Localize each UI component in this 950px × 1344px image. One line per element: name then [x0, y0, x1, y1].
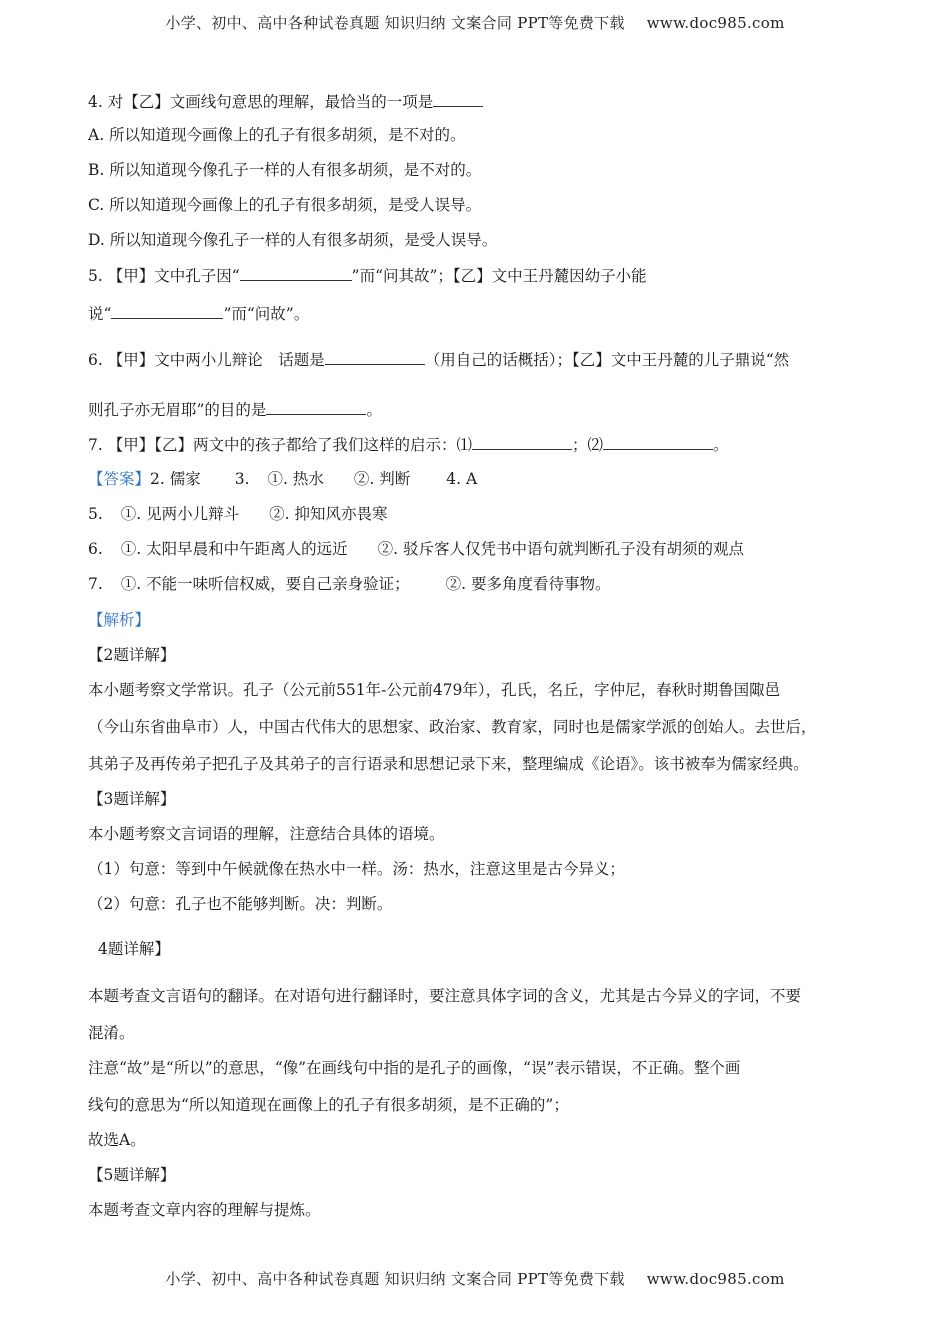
analysis-4-line1: 本题考查文言语句的翻译。在对语句进行翻译时，要注意具体字词的含义，尤其是古今异义的字词，不要 [88, 987, 802, 1005]
answer-5-number: 5. [88, 505, 103, 523]
analysis-3-line2: （1）句意：等到中午候就像在热水中一样。汤：热水，注意这里是古今异义； [88, 860, 625, 878]
answer-line-7 [88, 573, 611, 595]
analysis-3-line1: 本小题考察文言词语的理解，注意结合具体的语境。 [88, 825, 445, 843]
footer-site-link[interactable]: www.doc985.com [646, 1270, 785, 1288]
q7-blank-1 [472, 433, 572, 450]
analysis-2-line3: 其弟子及再传弟子把孔子及其弟子的言行语录和思想记录下来，整理编成《论语》。该书被奉为儒家经典。 [88, 755, 809, 773]
q4-option-c: C. 所以知道现今画像上的孔子有很多胡须，是受人误导。 [88, 196, 482, 214]
analysis-2-line2: （今山东省曲阜市）人，中国古代伟大的思想家、政治家、教育家，同时也是儒家学派的创始人。去世后， [88, 718, 817, 736]
analysis-4-line2: 混淆。 [88, 1024, 135, 1042]
answer-5-part2: ②. 抑知风亦畏寒 [269, 505, 388, 523]
analysis-4-line5: 故选A。 [88, 1131, 146, 1149]
page-header [0, 12, 950, 33]
analysis-heading-4: 4题详解】 [98, 940, 170, 958]
q7-text-1: 7. 【甲】【乙】两文中的孩子都给了我们这样的启示：⑴ [88, 436, 472, 454]
q6-text-4: 。 [366, 401, 382, 419]
footer-text: 小学、初中、高中各种试卷真题 知识归纳 文案合同 PPT等免费下载 [165, 1270, 625, 1288]
q6-text-2: （用自己的话概括）；【乙】文中王丹麓的儿子鼎说“然 [424, 351, 790, 369]
q4-answer-blank [433, 90, 483, 107]
q5-blank-1 [240, 264, 352, 281]
analysis-heading-2: 【2题详解】 [88, 646, 176, 664]
question-7 [88, 433, 729, 456]
answer-6-number: 6. [88, 540, 103, 558]
analysis-2-line1: 本小题考察文学常识。孔子（公元前551年-公元前479年），孔氏，名丘，字仲尼，春秋时期鲁国陬邑 [88, 681, 781, 699]
q4-option-d: D. 所以知道现今像孔子一样的人有很多胡须，是受人误导。 [88, 231, 498, 249]
answer-7-part2: ②. 要多角度看待事物。 [445, 575, 611, 593]
q7-text-2: ；⑵ [571, 436, 603, 454]
question-5-line2 [88, 302, 309, 325]
answer-line-1 [88, 468, 477, 490]
answer-6-part1: ①. 太阳早晨和中午距离人的远近 [120, 540, 348, 558]
analysis-heading-3: 【3题详解】 [88, 790, 176, 808]
analysis-4-line4: 线句的意思为“所以知道现在画像上的孔子有很多胡须，是不正确的”； [88, 1096, 569, 1114]
answer-3-number: 3. [234, 470, 250, 488]
q4-option-a: A. 所以知道现今画像上的孔子有很多胡须，是不对的。 [88, 126, 466, 144]
analysis-5-line1: 本题考查文章内容的理解与提炼。 [88, 1201, 321, 1219]
analysis-4-line3: 注意“故”是“所以”的意思，“像”在画线句中指的是孔子的画像，“误”表示错误，不正确。整个画 [88, 1059, 741, 1077]
question-4 [88, 90, 483, 113]
q5-text-1: 5. 【甲】文中孔子因“ [88, 267, 240, 285]
q6-blank-2 [266, 398, 366, 415]
answer-4: 4. A [446, 470, 478, 488]
analysis-label: 【解析】 [88, 611, 151, 629]
header-site-link[interactable]: www.doc985.com [646, 14, 785, 32]
q7-text-3: 。 [712, 436, 729, 454]
q6-text-1: 6. 【甲】文中两小儿辩论 话题是 [88, 351, 325, 369]
q5-text-2: ”而“问其故”；【乙】文中王丹麓因幼子小能 [351, 267, 647, 285]
q5-blank-2 [111, 302, 223, 319]
analysis-3-line3: （2）句意：孔子也不能够判断。决：判断。 [88, 895, 393, 913]
answer-7-number: 7. [88, 575, 103, 593]
question-6-line1 [88, 348, 789, 371]
answer-7-part1: ①. 不能一味听信权威，要自己亲身验证； [120, 575, 410, 593]
answer-line-5 [88, 503, 388, 525]
answer-3-part1: ①. 热水 [267, 470, 324, 488]
q7-blank-2 [603, 433, 713, 450]
answer-6-part2: ②. 驳斥客人仅凭书中语句就判断孔子没有胡须的观点 [377, 540, 745, 558]
page-footer [0, 1268, 950, 1289]
header-text: 小学、初中、高中各种试卷真题 知识归纳 文案合同 PPT等免费下载 [165, 14, 625, 32]
analysis-heading-5: 【5题详解】 [88, 1166, 176, 1184]
q5-text-4: ”而“问故”。 [223, 305, 310, 323]
answer-line-6 [88, 538, 744, 560]
q6-text-3: 则孔子亦无眉耶”的目的是 [88, 401, 267, 419]
q4-stem: 4. 对【乙】文画线句意思的理解，最恰当的一项是 [88, 93, 434, 111]
answer-5-part1: ①. 见两小儿辩斗 [120, 505, 240, 523]
answer-2: 2. 儒家 [150, 470, 201, 488]
q6-blank-1 [325, 348, 425, 365]
question-6-line2 [88, 398, 382, 421]
q5-text-3: 说“ [88, 305, 112, 323]
q4-option-b: B. 所以知道现今像孔子一样的人有很多胡须，是不对的。 [88, 161, 482, 179]
question-5-line1 [88, 264, 647, 287]
answer-3-part2: ②. 判断 [353, 470, 411, 488]
answer-label: 【答案】 [88, 470, 151, 488]
